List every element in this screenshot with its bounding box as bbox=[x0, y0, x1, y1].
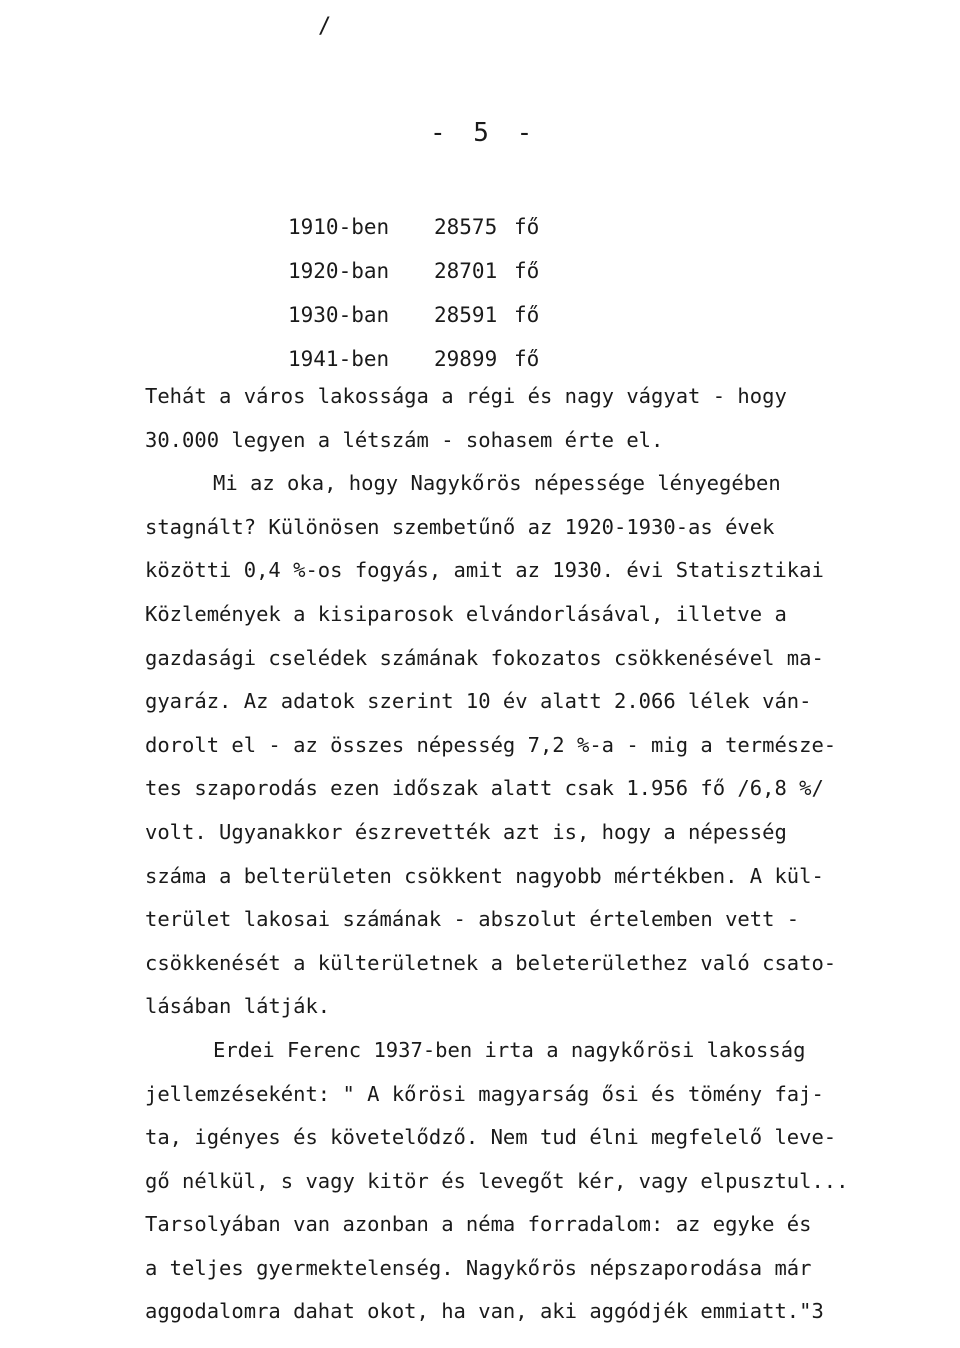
paragraph-start-line: Erdei Ferenc 1937-ben irta a nagykőrösi lakosság bbox=[213, 1037, 806, 1062]
population-row bbox=[288, 293, 539, 337]
text-line: stagnált? Különösen szembetűnő az 1920-1930-as évek bbox=[145, 514, 775, 539]
population-row bbox=[288, 205, 539, 249]
text-line: közötti 0,4 %-os fogyás, amit az 1930. évi Statisztikai bbox=[145, 558, 824, 583]
text-line: gazdasági cselédek számának fokozatos csökkenésével ma- bbox=[145, 645, 824, 670]
text-line: ta, igényes és követelődző. Nem tud élni megfelelő leve- bbox=[145, 1125, 837, 1150]
text-line: jellemzéseként: " A kőrösi magyarság ősi és tömény faj- bbox=[145, 1081, 824, 1106]
page-number: - 5 - bbox=[430, 118, 539, 148]
text-line: Tehát a város lakossága a régi és nagy vágyat - hogy bbox=[145, 384, 787, 408]
population-row bbox=[288, 249, 539, 293]
text-line: a teljes gyermektelenség. Nagykőrös népszaporodása már bbox=[145, 1255, 812, 1280]
population-count: 28591 bbox=[434, 303, 498, 327]
text-line: száma a belterületen csökkent nagyobb mértékben. A kül- bbox=[145, 863, 824, 888]
text-line: tes szaporodás ezen időszak alatt csak 1.956 fő /6,8 %/ bbox=[145, 776, 824, 801]
population-year: 1930-ban bbox=[288, 303, 390, 327]
population-unit: fő bbox=[514, 347, 540, 371]
population-year: 1941-ben bbox=[288, 347, 390, 371]
body-text bbox=[145, 375, 905, 1334]
text-line: aggodalomra dahat okot, ha van, aki aggódjék emmiatt."3 bbox=[145, 1299, 824, 1324]
population-year: 1910-ben bbox=[288, 215, 390, 239]
text-line: terület lakosai számának - abszolut értelemben vett - bbox=[145, 907, 800, 932]
text-line: dorolt el - az összes népesség 7,2 %-a - mig a természe- bbox=[145, 732, 837, 757]
corner-mark: / bbox=[318, 14, 332, 39]
paragraph-start-line: Mi az oka, hogy Nagykőrös népessége lényegében bbox=[213, 471, 781, 496]
population-unit: fő bbox=[514, 215, 540, 239]
text-line: lásában látják. bbox=[145, 994, 331, 1019]
population-table bbox=[288, 205, 539, 381]
population-count: 28575 bbox=[434, 215, 498, 239]
text-line: csökkenését a külterületnek a beleterülethez való csato- bbox=[145, 950, 837, 975]
text-line: 30.000 legyen a létszám - sohasem érte el. bbox=[145, 427, 664, 452]
text-line: volt. Ugyanakkor észrevették azt is, hogy a népesség bbox=[145, 819, 787, 844]
text-line: Közlemények a kisiparosok elvándorlásával, illetve a bbox=[145, 601, 787, 626]
population-unit: fő bbox=[514, 303, 540, 327]
population-year: 1920-ban bbox=[288, 259, 390, 283]
population-count: 28701 bbox=[434, 259, 498, 283]
text-line: gyaráz. Az adatok szerint 10 év alatt 2.066 lélek ván- bbox=[145, 689, 812, 714]
population-count: 29899 bbox=[434, 347, 498, 371]
population-unit: fő bbox=[514, 259, 540, 283]
text-line: gő nélkül, s vagy kitör és levegőt kér, vagy elpusztul... bbox=[145, 1168, 849, 1193]
text-line: Tarsolyában van azonban a néma forradalom: az egyke és bbox=[145, 1212, 812, 1237]
